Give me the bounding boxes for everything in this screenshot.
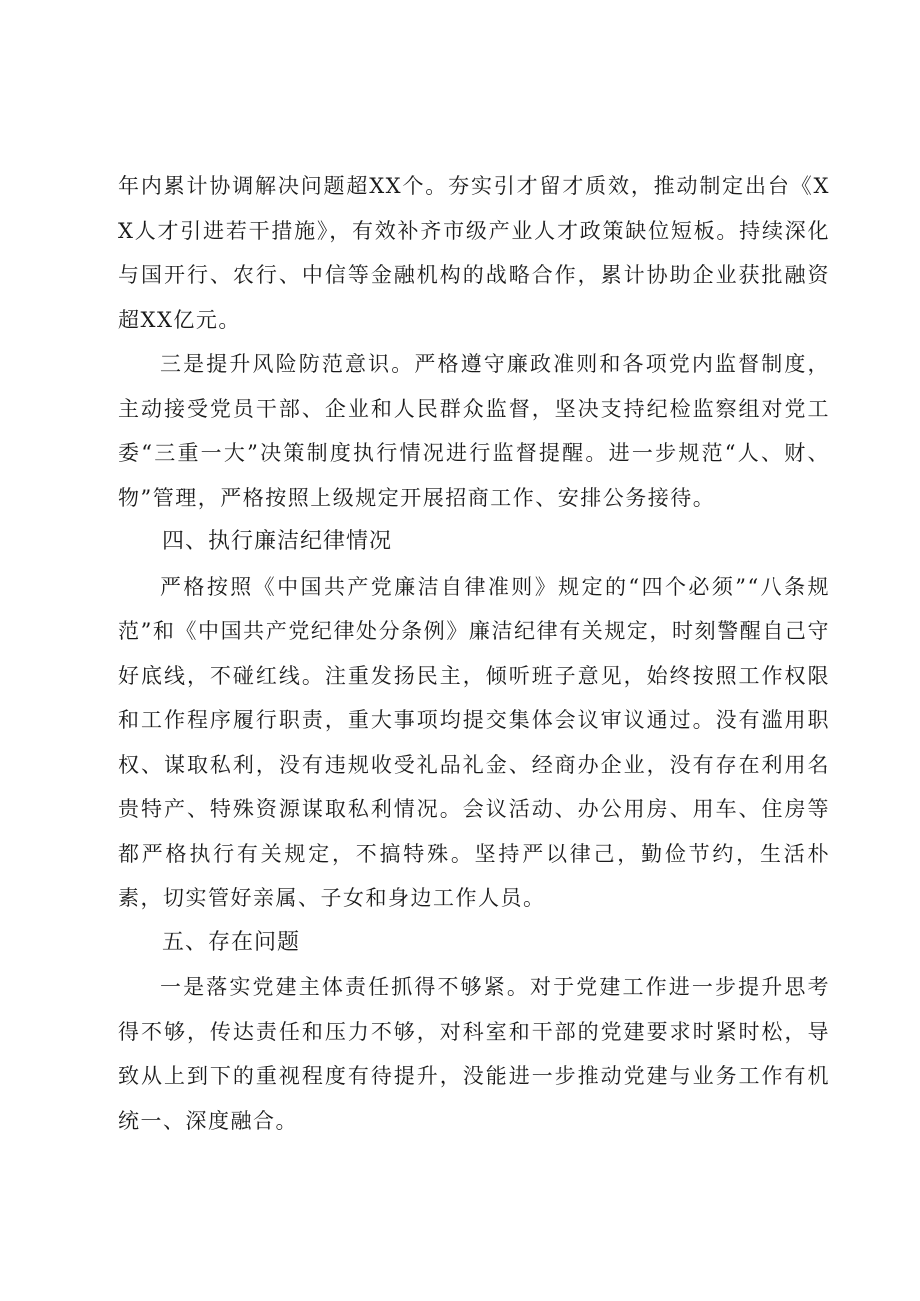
- paragraph-integrity-discipline: 严格按照《中国共产党廉洁自律准则》规定的“四个必须”“八条规范”和《中国共产党纪律处分条例》廉洁纪律有关规定，时刻警醒自己守好底线，不碰红线。注重发扬民主，倾听班子意见，始终按照工作权限和工作程序履行职责，重大事项均提交集体会议审议通过。没有滥用职权、谋取私利，没有违规收受礼品礼金、经商办企业，没有存在利用名贵特产、特殊资源谋取私利情况。会议活动、办公用房、用车、住房等都严格执行有关规定，不搞特殊。坚持严以律己，勤俭节约，生活朴素，切实管好亲属、子女和身边工作人员。: [118, 574, 830, 910]
- document-body: [118, 164, 830, 1143]
- paragraph-existing-problems: 一是落实党建主体责任抓得不够紧。对于党建工作进一步提升思考得不够，传达责任和压力不够，对科室和干部的党建要求时紧时松，导致从上到下的重视程度有待提升，没能进一步推动党建与业务工作有机统一、深度融合。: [118, 975, 830, 1133]
- paragraph-risk-prevention: 三是提升风险防范意识。严格遵守廉政准则和各项党内监督制度，主动接受党员干部、企业和人民群众监督，坚决支持纪检监察组对党工委“三重一大”决策制度执行情况进行监督提醒。进一步规范“人、财、物”管理，严格按照上级规定开展招商工作、安排公务接待。: [118, 352, 830, 510]
- paragraph-continuation: 年内累计协调解决问题超XX个。夯实引才留才质效，推动制定出台《XX人才引进若干措施》，有效补齐市级产业人才政策缺位短板。持续深化与国开行、农行、中信等金融机构的战略合作，累计协助企业获批融资超XX亿元。: [118, 174, 830, 332]
- section-heading-integrity-discipline: 四、执行廉洁纪律情况: [162, 529, 393, 554]
- section-heading-existing-problems: 五、存在问题: [162, 929, 301, 955]
